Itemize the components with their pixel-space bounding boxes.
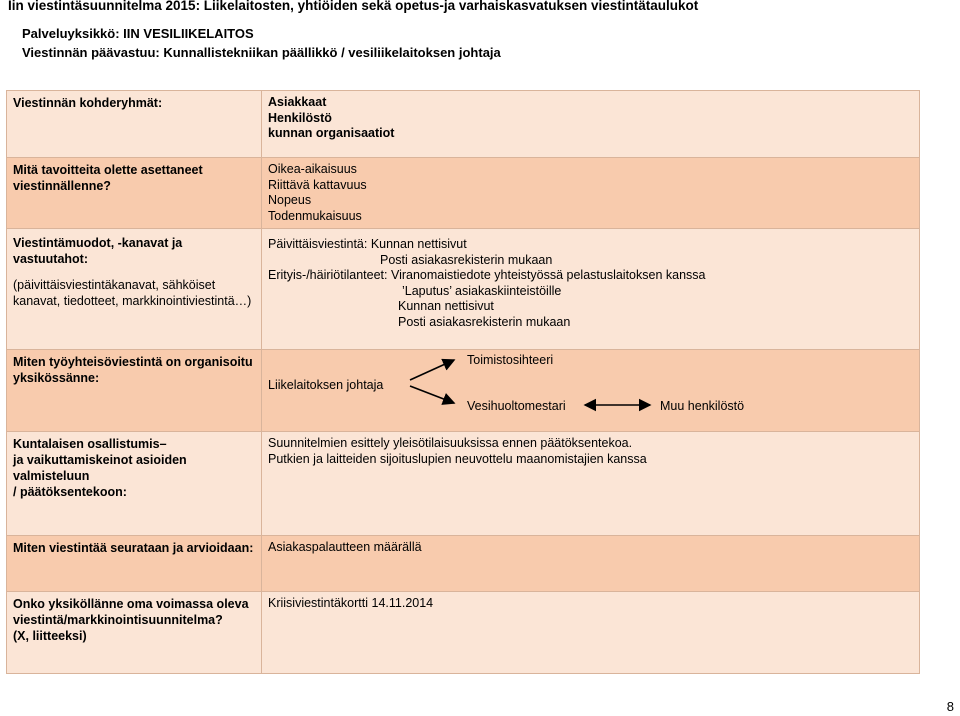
goals-value	[262, 158, 920, 229]
org-chart	[262, 350, 919, 422]
goals-label-line: Mitä tavoitteita olette asettaneet	[13, 163, 203, 177]
own-plan-value: Kriisiviestintäkortti 14.11.2014	[262, 592, 920, 674]
row-target-groups	[7, 91, 920, 158]
goals-label	[7, 158, 262, 229]
goal-item: Oikea-aikaisuus	[268, 162, 357, 176]
own-plan-label-line: Onko yksiköllänne oma voimassa oleva	[13, 597, 249, 611]
internal-value	[262, 350, 920, 432]
goal-item: Todenmukaisuus	[268, 208, 362, 223]
node-plant: Vesihuoltomestari	[467, 399, 566, 413]
row-goals	[7, 158, 920, 229]
row-participation	[7, 432, 920, 536]
evaluation-label: Miten viestintää seurataan ja arvioidaan:	[7, 536, 262, 592]
own-plan-label-line: viestintä/markkinointisuunnitelma?	[13, 613, 223, 627]
row-channels	[7, 229, 920, 350]
goal-item: Nopeus	[268, 193, 312, 207]
own-plan-label-line: (X, liitteeksi)	[13, 629, 87, 643]
channel-line: Päivittäisviestintä: Kunnan nettisivut	[268, 237, 467, 251]
participation-label-line: ja vaikuttamiskeinot asioiden valmisteluun	[13, 453, 187, 483]
internal-label-line: yksikössänne:	[13, 371, 100, 385]
channels-value	[262, 229, 920, 350]
target-groups-label: Viestinnän kohderyhmät:	[7, 91, 262, 158]
node-staff: Muu henkilöstö	[660, 399, 745, 413]
channel-line: Posti asiakasrekisterin mukaan	[398, 314, 571, 329]
arrow-head-to-plant	[410, 386, 454, 403]
row-own-plan	[7, 592, 920, 674]
target-group-item: kunnan organisaatiot	[268, 126, 395, 140]
responsibility-line: Viestinnän päävastuu: Kunnallistekniikan päällikkö / vesiliikelaitoksen johtaja	[22, 45, 501, 60]
node-office: Toimistosihteeri	[467, 353, 554, 367]
channels-sublabel: (päivittäisviestintäkanavat, sähköiset	[13, 278, 216, 292]
channel-line: Kunnan nettisivut	[398, 299, 494, 313]
channel-line: ’Laputus’ asiakaskiinteistöille	[402, 283, 562, 298]
participation-label-line: / päätöksentekoon:	[13, 485, 127, 499]
page-title: Iin viestintäsuunnitelma 2015: Liikelaitosten, yhtiöiden sekä opetus-ja varhaiskasvatuksen viestintätaulukot	[8, 0, 699, 13]
arrow-head-to-office	[410, 360, 454, 380]
unit-line: Palveluyksikkö: IIN VESILIIKELAITOS	[22, 26, 254, 41]
channels-label-title: Viestintämuodot, -kanavat ja vastuutahot:	[13, 236, 183, 266]
communication-table	[6, 90, 920, 674]
goals-label-line: viestinnällenne?	[13, 179, 111, 193]
target-groups-value	[262, 91, 920, 158]
own-plan-label	[7, 592, 262, 674]
page-number: 8	[946, 699, 954, 714]
participation-value	[262, 432, 920, 536]
target-group-item: Henkilöstö	[268, 110, 332, 125]
evaluation-value: Asiakaspalautteen määrällä	[262, 536, 920, 592]
channel-line: Posti asiakasrekisterin mukaan	[380, 252, 553, 267]
channels-sublabel: kanavat, tiedotteet, markkinointiviestintä…)	[13, 294, 252, 308]
row-evaluation	[7, 536, 920, 592]
participation-item: Suunnitelmien esittely yleisötilaisuuksissa ennen päätöksentekoa.	[268, 436, 633, 450]
row-internal	[7, 350, 920, 432]
internal-label	[7, 350, 262, 432]
internal-label-line: Miten työyhteisöviestintä on organisoitu	[13, 355, 253, 369]
participation-item: Putkien ja laitteiden sijoituslupien neuvottelu maanomistajien kanssa	[268, 451, 647, 466]
channel-line: Erityis-/häiriötilanteet: Viranomaistiedote yhteistyössä pelastuslaitoksen kanssa	[268, 268, 706, 282]
node-head: Liikelaitoksen johtaja	[268, 378, 384, 392]
goal-item: Riittävä kattavuus	[268, 177, 367, 192]
participation-label-line: Kuntalaisen osallistumis–	[13, 437, 167, 451]
channels-label	[7, 229, 262, 350]
participation-label	[7, 432, 262, 536]
target-group-item: Asiakkaat	[268, 95, 327, 109]
